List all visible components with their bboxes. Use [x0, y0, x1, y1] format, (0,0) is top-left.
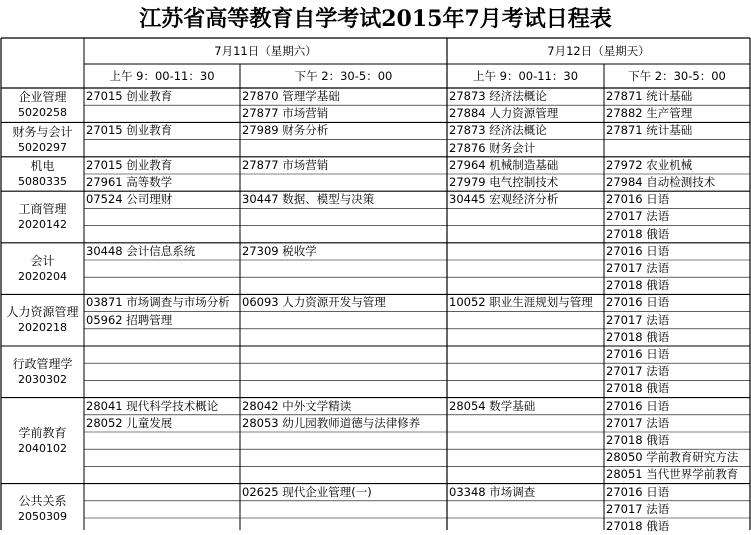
course-entry [604, 398, 750, 415]
session-header [447, 64, 604, 88]
course-entry [84, 174, 240, 191]
course-entry [604, 243, 750, 260]
course-name: 05962 招聘管理 [86, 312, 173, 327]
major-code: 2030302 [18, 372, 67, 386]
course-entry [604, 449, 750, 466]
major-cell [1, 122, 84, 156]
course-name: 27876 财务会计 [449, 140, 536, 155]
course-entry [84, 88, 240, 105]
course-entry [240, 105, 447, 122]
course-name: 28042 中外文学精读 [242, 398, 352, 413]
day-label: 7月12日（星期天） [547, 44, 650, 58]
course-entry [604, 122, 750, 139]
major-cell [1, 484, 84, 535]
course-entry [84, 398, 240, 415]
course-entry [240, 484, 447, 501]
major-cell [1, 294, 84, 346]
course-entry [240, 243, 447, 260]
session-label: 上午 9：00-11：30 [109, 69, 215, 83]
major-cell [1, 157, 84, 191]
course-name: 27871 统计基础 [606, 123, 693, 138]
course-name: 27018 俄语 [606, 226, 670, 241]
course-name: 27016 日语 [606, 347, 670, 361]
course-name: 27871 统计基础 [606, 89, 693, 103]
course-name: 03348 市场调查 [449, 484, 536, 499]
session-header [84, 64, 240, 88]
course-entry [604, 260, 750, 277]
major-code: 5080335 [18, 174, 67, 188]
course-entry [84, 191, 240, 208]
course-name: 27873 经济法概论 [449, 123, 547, 138]
course-entry [240, 88, 447, 105]
course-name: 27882 生产管理 [606, 106, 693, 121]
course-entry [447, 105, 604, 122]
course-entry [604, 277, 750, 294]
major-name: 行政管理学 [12, 356, 73, 371]
course-entry [604, 191, 750, 208]
course-entry [604, 380, 750, 397]
course-name: 30445 宏观经济分析 [449, 192, 559, 207]
course-name: 30448 会计信息系统 [86, 243, 196, 258]
course-name: 27015 创业教育 [86, 89, 173, 103]
course-entry [447, 122, 604, 139]
course-entry [447, 88, 604, 105]
course-name: 27015 创业教育 [86, 123, 173, 138]
course-name: 27984 自动检测技术 [606, 175, 716, 189]
course-name: 28053 幼儿园教师道德与法律修养 [242, 415, 421, 430]
course-name: 27017 法语 [606, 415, 670, 430]
course-name: 27018 俄语 [606, 433, 670, 447]
major-cell [1, 398, 84, 484]
course-entry [604, 312, 750, 329]
course-entry [604, 432, 750, 449]
course-entry [447, 157, 604, 174]
course-name: 03871 市场调查与市场分析 [86, 295, 230, 310]
session-header [240, 64, 447, 88]
course-entry [604, 346, 750, 363]
course-name: 27016 日语 [606, 192, 670, 207]
course-entry [447, 294, 604, 311]
course-name: 27979 电气控制技术 [449, 175, 559, 189]
day-label: 7月11日（星期六） [214, 44, 317, 58]
major-code: 2020218 [18, 321, 67, 335]
course-entry [84, 157, 240, 174]
course-entry [604, 329, 750, 346]
course-entry [84, 243, 240, 260]
course-name: 27018 俄语 [606, 381, 670, 396]
course-name: 30447 数据、模型与决策 [242, 192, 375, 207]
major-code: 2040102 [18, 441, 67, 455]
course-name: 02625 现代企业管理(一) [242, 484, 372, 499]
course-name: 27016 日语 [606, 295, 670, 310]
course-entry [84, 294, 240, 311]
course-name: 28050 学前教育研究方法 [606, 450, 739, 465]
course-name: 27018 俄语 [606, 329, 670, 344]
session-label: 下午 2：30-5：00 [628, 69, 726, 83]
course-entry [604, 208, 750, 225]
course-entry [604, 484, 750, 501]
course-entry [604, 501, 750, 518]
course-name: 28054 数学基础 [449, 398, 536, 413]
major-code: 5020258 [18, 106, 67, 120]
course-name: 27016 日语 [606, 484, 670, 499]
major-code: 2020204 [18, 269, 67, 283]
major-code: 2050309 [18, 510, 67, 524]
course-name: 27989 财务分析 [242, 123, 329, 138]
course-name: 27870 管理学基础 [242, 89, 340, 103]
course-name: 27972 农业机械 [606, 157, 693, 172]
course-name: 27884 人力资源管理 [449, 106, 559, 121]
course-name: 28052 儿童发展 [86, 415, 173, 430]
major-name: 人力资源管理 [6, 305, 79, 320]
course-name: 27017 法语 [606, 261, 670, 275]
page-title: 江苏省高等教育自学考试2015年7月考试日程表 [139, 6, 612, 32]
course-entry [447, 191, 604, 208]
course-entry [604, 226, 750, 243]
major-name: 工商管理 [18, 201, 67, 216]
major-code: 2020142 [18, 217, 67, 231]
course-entry [447, 140, 604, 157]
course-entry [604, 466, 750, 483]
major-name: 企业管理 [18, 90, 67, 105]
course-entry [240, 191, 447, 208]
major-cell [1, 191, 84, 243]
major-name: 财务与会计 [12, 124, 73, 139]
major-cell [1, 243, 84, 295]
day-header [447, 38, 750, 64]
major-name: 公共关系 [18, 494, 67, 509]
course-name: 27016 日语 [606, 398, 670, 413]
course-entry [604, 105, 750, 122]
course-entry [604, 174, 750, 191]
major-name: 会计 [30, 253, 55, 268]
day-header [84, 38, 447, 64]
major-code: 5020297 [18, 140, 67, 154]
course-name: 27017 法语 [606, 209, 670, 224]
course-entry [604, 88, 750, 105]
course-entry [604, 157, 750, 174]
course-name: 27961 高等数学 [86, 175, 173, 189]
course-entry [447, 174, 604, 191]
course-name: 27018 俄语 [606, 278, 670, 293]
course-name: 28051 当代世界学前教育 [606, 467, 739, 482]
course-name: 27017 法语 [606, 501, 670, 516]
course-name: 27017 法语 [606, 312, 670, 327]
course-name: 27877 市场营销 [242, 157, 329, 172]
session-label: 下午 2：30-5：00 [294, 69, 393, 83]
session-header [604, 64, 750, 88]
course-entry [604, 363, 750, 380]
course-name: 27016 日语 [606, 243, 670, 258]
course-name: 27309 税收学 [242, 243, 317, 258]
course-entry [84, 312, 240, 329]
course-name: 07524 公司理财 [86, 192, 173, 207]
course-entry [84, 122, 240, 139]
course-entry [604, 294, 750, 311]
course-name: 10052 职业生涯规划与管理 [449, 295, 593, 310]
course-entry [604, 518, 750, 535]
course-entry [240, 122, 447, 139]
course-name: 27017 法语 [606, 364, 670, 379]
course-name: 28041 现代科学技术概论 [86, 398, 219, 413]
major-cell [1, 346, 84, 398]
course-entry [447, 484, 604, 501]
course-name: 06093 人力资源开发与管理 [242, 295, 386, 310]
session-label: 上午 9：00-11：30 [472, 69, 579, 83]
course-name: 27964 机械制造基础 [449, 157, 559, 172]
course-name: 27018 俄语 [606, 519, 670, 533]
major-name: 学前教育 [18, 425, 67, 440]
course-name: 27877 市场营销 [242, 106, 329, 121]
major-cell [1, 88, 84, 122]
major-name: 机电 [30, 158, 55, 173]
course-entry [240, 398, 447, 415]
course-entry [240, 294, 447, 311]
course-entry [240, 157, 447, 174]
course-name: 27015 创业教育 [86, 157, 173, 172]
course-entry [447, 398, 604, 415]
course-entry [84, 415, 240, 432]
course-name: 27873 经济法概论 [449, 89, 547, 103]
course-entry [240, 415, 447, 432]
course-entry [604, 415, 750, 432]
